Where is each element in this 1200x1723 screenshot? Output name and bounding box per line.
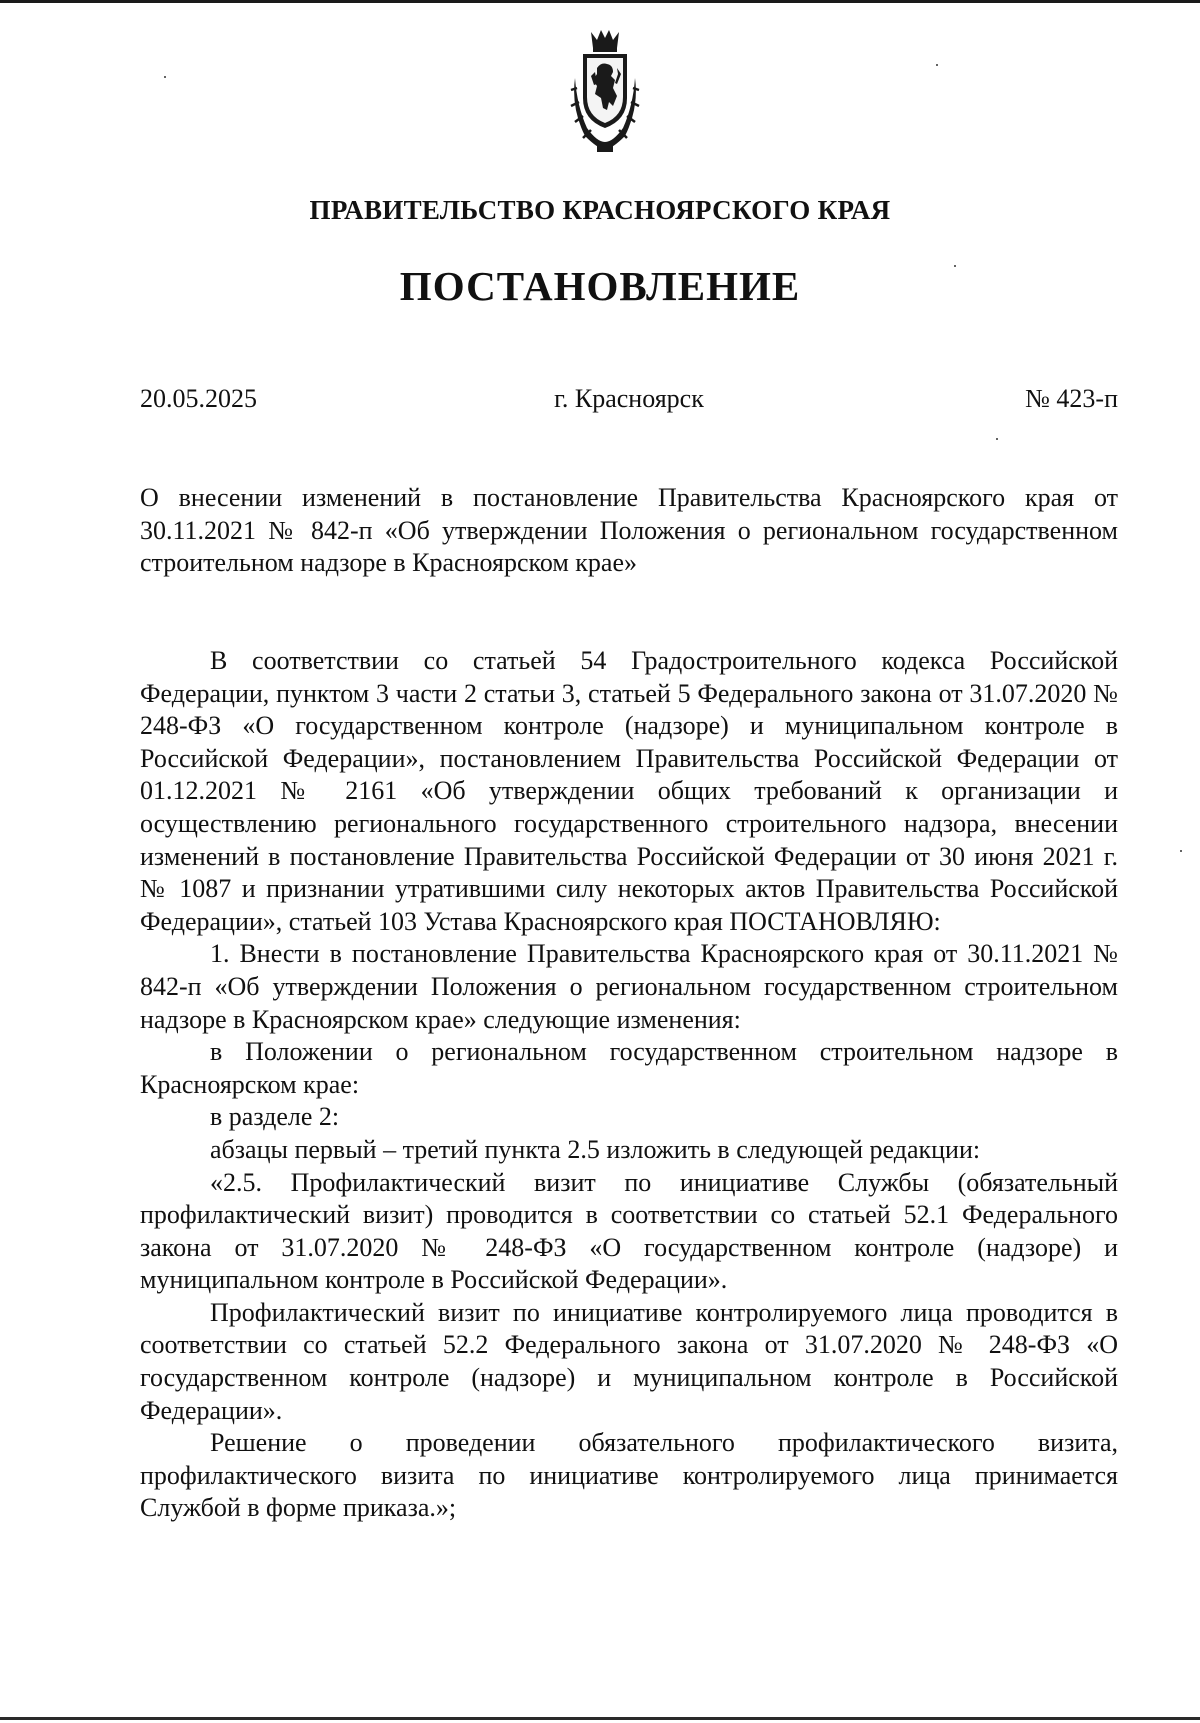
body-paragraph: 1. Внести в постановление Правительства Красноярского края от 30.11.2021 № 842-п «Об утверждении Положения о региональном государственном строительном надзоре в Красноярском крае» следующие изменения: bbox=[140, 939, 1118, 1034]
body-paragraph: Профилактический визит по инициативе контролируемого лица проводится в соответствии со статьей 52.2 Федерального закона от 31.07.2020 № 248-ФЗ «О государственном контроле (надзоре) и муниципальном контроле в Российской Федерации». bbox=[140, 1297, 1118, 1425]
scan-bottom-edge bbox=[0, 1717, 1200, 1720]
document-date: 20.05.2025 bbox=[140, 384, 257, 413]
scan-speck bbox=[164, 76, 166, 78]
body-paragraph: абзацы первый – третий пункта 2.5 изложить в следующей редакции: bbox=[210, 1134, 981, 1164]
body-paragraph: в Положении о региональном государственном строительном надзоре в Красноярском крае: bbox=[140, 1037, 1118, 1099]
scan-speck bbox=[996, 438, 998, 440]
scan-top-edge bbox=[0, 0, 1200, 3]
body-paragraph: Решение о проведении обязательного профилактического визита, профилактического визита по инициативе контролируемого лица принимается Службой в форме приказа.»; bbox=[140, 1428, 1118, 1523]
document-meta-row bbox=[140, 384, 1118, 414]
document-type-heading: ПОСТАНОВЛЕНИЕ bbox=[399, 263, 801, 309]
scan-speck bbox=[936, 64, 938, 66]
government-title: ПРАВИТЕЛЬСТВО КРАСНОЯРСКОГО КРАЯ bbox=[309, 195, 891, 225]
scan-speck bbox=[954, 265, 956, 267]
document-city: г. Красноярск bbox=[554, 384, 704, 413]
body-paragraph: «2.5. Профилактический визит по инициативе Службы (обязательный профилактический визит) проводится в соответствии со статьей 52.1 Федерального закона от 31.07.2020 № 248-ФЗ «О государственном контроле (надзоре) и муниципальном контроле в Российской Федерации». bbox=[140, 1167, 1118, 1295]
coat-of-arms-icon bbox=[567, 28, 643, 156]
body-paragraph: в разделе 2: bbox=[210, 1102, 340, 1132]
document-body bbox=[140, 645, 1118, 1525]
document-number: № 423-п bbox=[1025, 384, 1118, 413]
document-subject: О внесении изменений в постановление Правительства Красноярского края от 30.11.2021 № 842-п «Об утверждении Положения о региональном государственном строительном надзоре в Красноярском крае» bbox=[140, 483, 1118, 577]
body-paragraph: В соответствии со статьей 54 Градостроительного кодекса Российской Федерации, пунктом 3 части 2 статьи 3, статьей 5 Федерального закона от 31.07.2020 № 248-ФЗ «О государственном контроле (надзоре) и муниципальном контроле в Российской Федерации», постановлением Правительства Российской Федерации от 01.12.2021 № 2161 «Об утверждении общих требований к организации и осуществлению регионального государственного строительного надзора, внесении изменений в постановление Правительства Российской Федерации от 30 июня 2021 г. № 1087 и признании утратившими силу некоторых актов Правительства Российской Федерации», статьей 103 Устава Красноярского края ПОСТАНОВЛЯЮ: bbox=[140, 646, 1118, 936]
scan-speck bbox=[1180, 850, 1182, 852]
